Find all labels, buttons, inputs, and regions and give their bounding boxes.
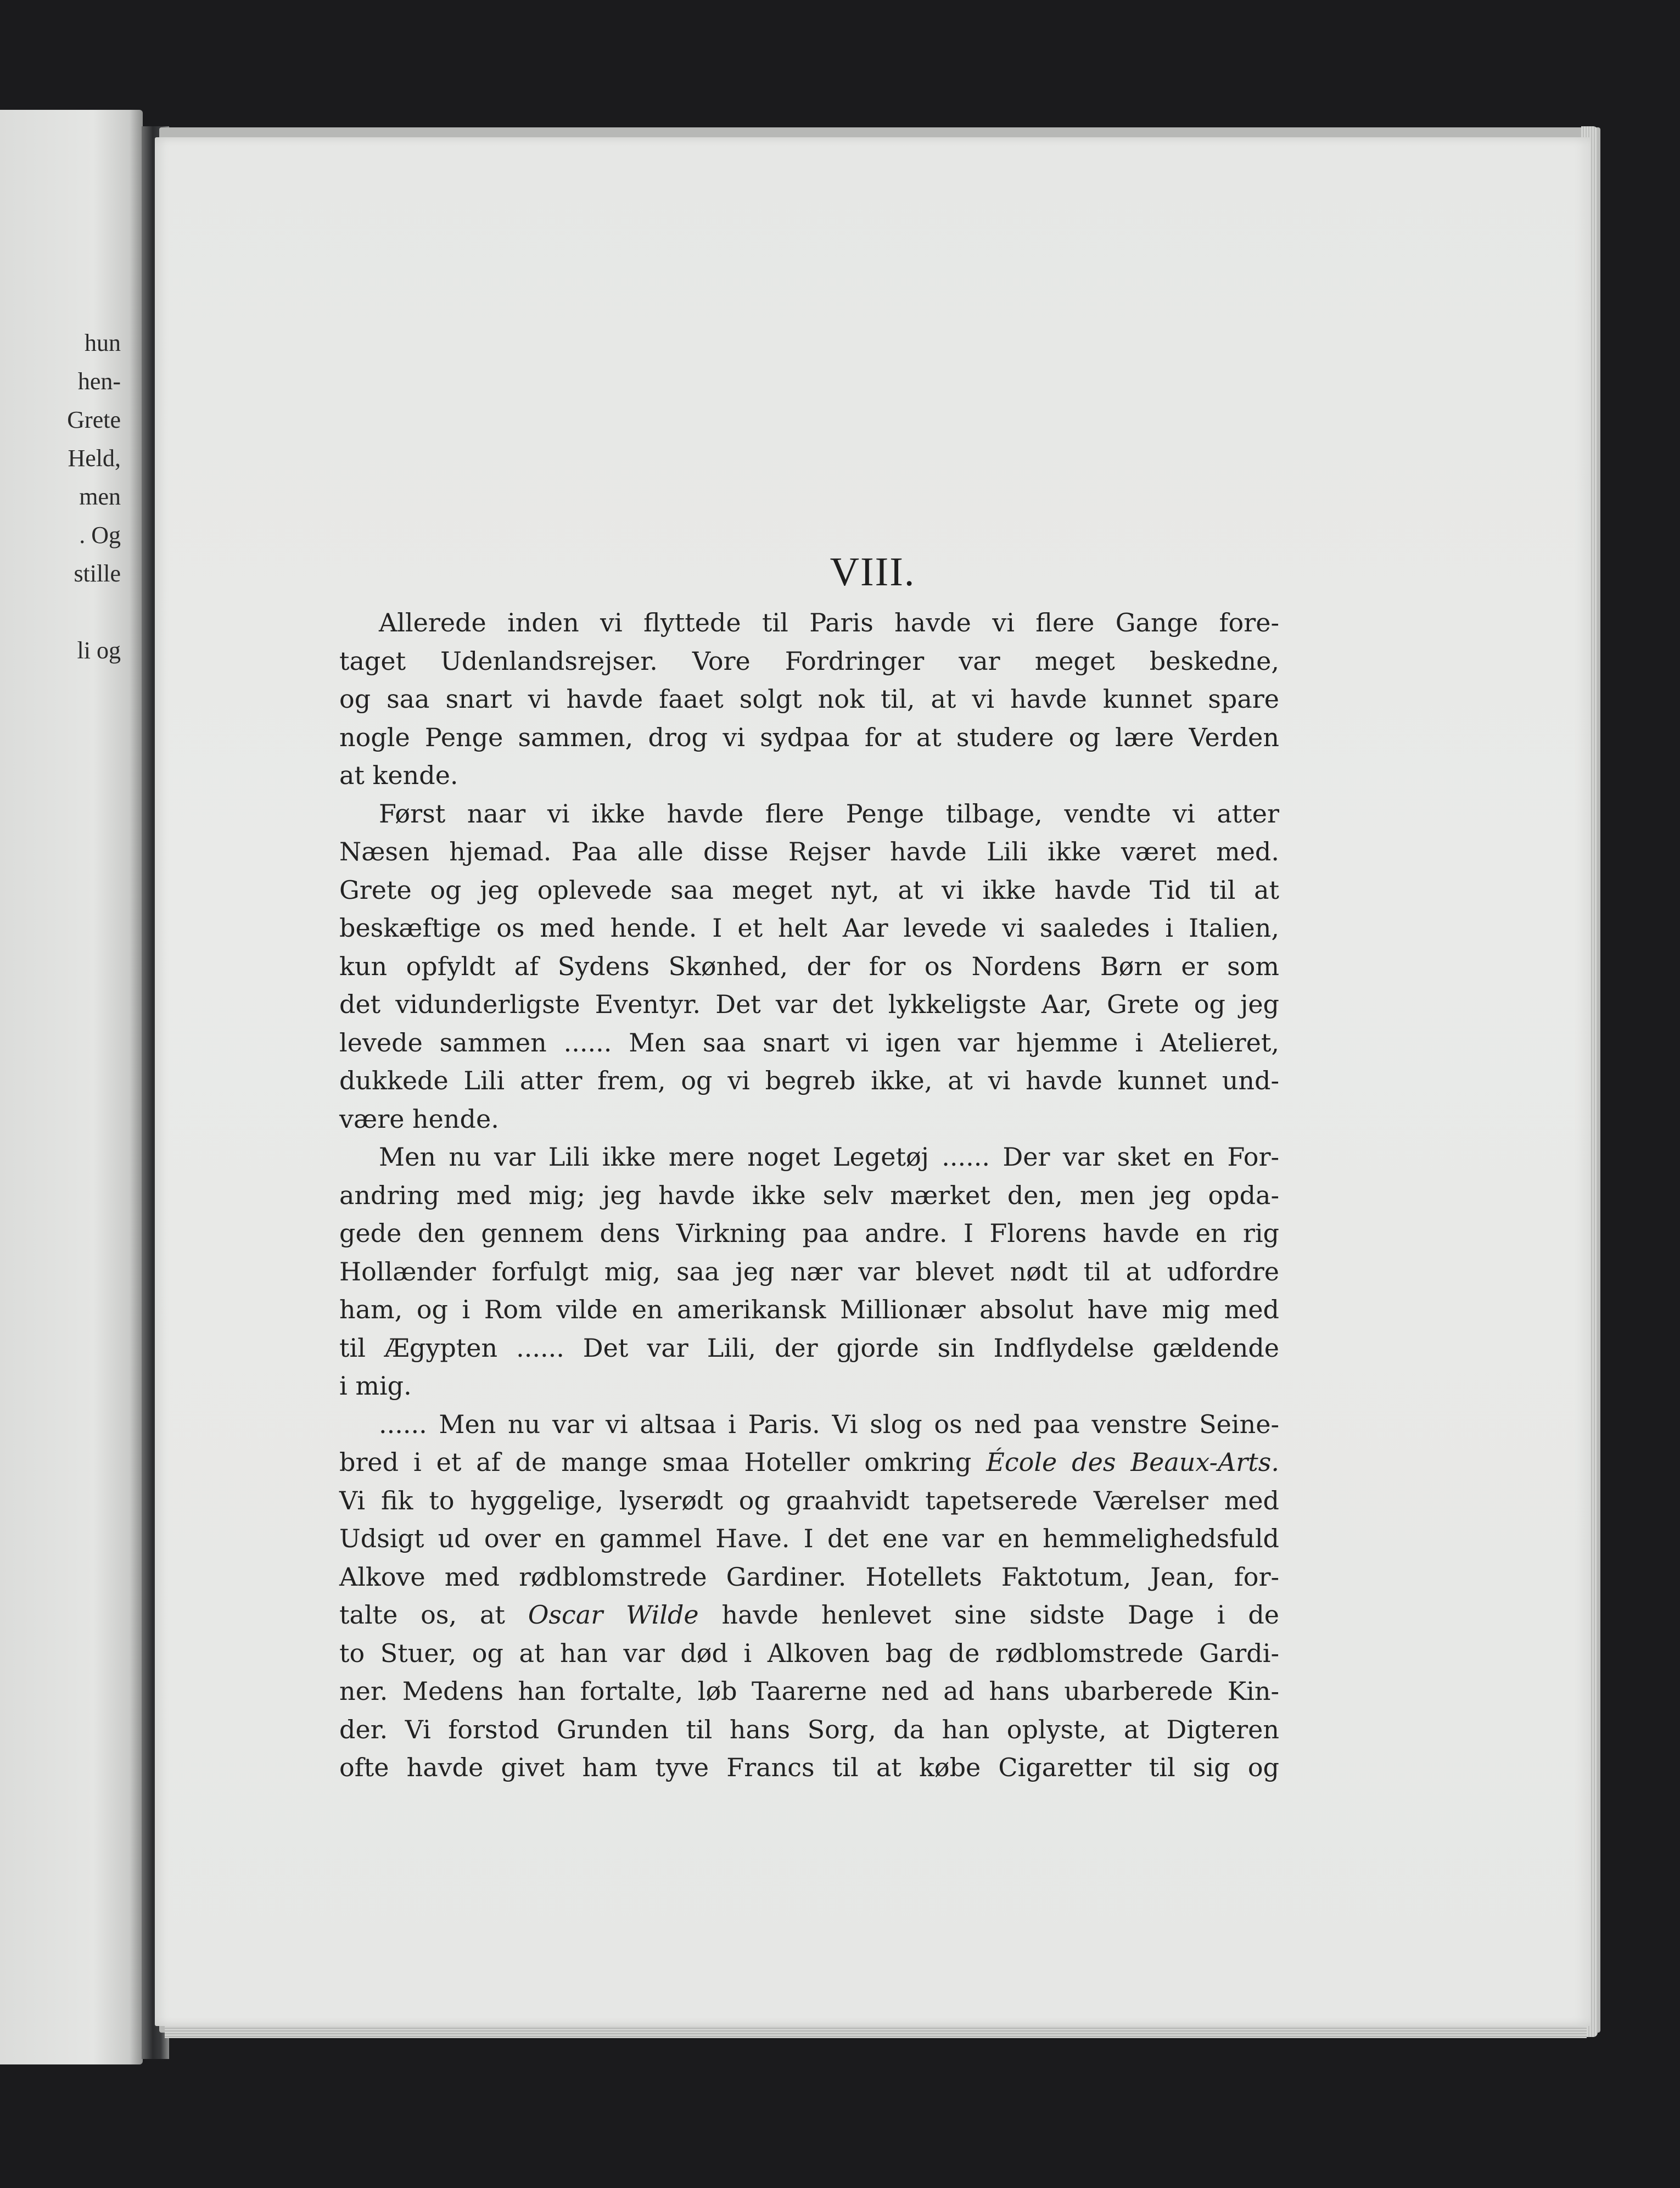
text-line: Hollænder forfulgt mig, saa jeg nær var blevet nødt til at udfordre bbox=[339, 1256, 1279, 1286]
text-line: det vidunderligste Eventyr. Det var det lykkeligste Aar, Grete og jeg bbox=[339, 989, 1279, 1019]
italic-author-name: Oscar Wilde bbox=[528, 1600, 699, 1630]
line-fragment: hen- bbox=[77, 368, 121, 395]
text-line bbox=[339, 1596, 1279, 1635]
text-line: Men nu var Lili ikke mere noget Legetøj ...... Der var sket en For- bbox=[379, 1142, 1279, 1172]
text-line bbox=[339, 1443, 1279, 1482]
text-line: ner. Medens han fortalte, løb Taarerne ned ad hans ubarberede Kin- bbox=[339, 1676, 1279, 1706]
text-line: nogle Penge sammen, drog vi sydpaa for at studere og lære Verden bbox=[339, 722, 1279, 752]
text-line: Vi fik to hyggelige, lyserødt og graahvidt tapetserede Værelser med bbox=[339, 1485, 1279, 1515]
text-segment: talte os, at bbox=[339, 1600, 505, 1630]
text-segment: havde henlevet sine sidste Dage i de bbox=[721, 1600, 1280, 1630]
text-line: taget Udenlandsrejser. Vore Fordringer var meget beskedne, bbox=[339, 646, 1279, 676]
text-line: Alkove med rødblomstrede Gardiner. Hotellets Faktotum, Jean, for- bbox=[339, 1562, 1279, 1592]
text-line: ...... Men nu var vi altsaa i Paris. Vi slog os ned paa venstre Seine- bbox=[379, 1409, 1279, 1439]
body-text bbox=[339, 604, 1279, 1787]
line-fragment: . Og bbox=[79, 522, 121, 549]
text-line: Grete og jeg oplevede saa meget nyt, at vi ikke havde Tid til at bbox=[339, 875, 1279, 905]
text-line: i mig. bbox=[339, 1371, 412, 1401]
text-line: til Ægypten ...... Det var Lili, der gjorde sin Indflydelse gældende bbox=[339, 1333, 1279, 1363]
text-line: to Stuer, og at han var død i Alkoven bag de rødblomstrede Gardi- bbox=[339, 1638, 1279, 1668]
text-line: være hende. bbox=[339, 1104, 499, 1134]
text-line: Udsigt ud over en gammel Have. I det ene var en hemmelighedsfuld bbox=[339, 1524, 1279, 1553]
text-line: beskæftige os med hende. I et helt Aar levede vi saaledes i Italien, bbox=[339, 913, 1279, 943]
text-line: der. Vi forstod Grunden til hans Sorg, da han oplyste, at Digteren bbox=[339, 1714, 1279, 1744]
line-fragment: men bbox=[79, 483, 121, 510]
text-line: Først naar vi ikke havde flere Penge tilbage, vendte vi atter bbox=[379, 798, 1279, 829]
text-line: at kende. bbox=[339, 760, 458, 790]
text-line: ham, og i Rom vilde en amerikansk Millionær absolut have mig med bbox=[339, 1295, 1279, 1324]
text-line: andring med mig; jeg havde ikke selv mærket den, men jeg opda- bbox=[339, 1180, 1279, 1210]
text-segment: bred i et af de mange smaa Hoteller omkring bbox=[339, 1447, 972, 1477]
italic-school-name: École des Beaux-Arts. bbox=[986, 1447, 1280, 1477]
line-fragment: hun bbox=[85, 329, 121, 356]
page-stack-bottom-edge bbox=[165, 2026, 1587, 2038]
previous-page bbox=[0, 110, 143, 2064]
text-line: og saa snart vi havde faaet solgt nok til, at vi havde kunnet spare bbox=[339, 684, 1279, 714]
text-line: kun opfyldt af Sydens Skønhed, der for os Nordens Børn er som bbox=[339, 951, 1279, 981]
chapter-heading: VIII. bbox=[830, 550, 916, 595]
line-fragment: Grete bbox=[67, 406, 121, 433]
text-line: Næsen hjemad. Paa alle disse Rejser havde Lili ikke været med. bbox=[339, 837, 1279, 866]
line-fragment: Held, bbox=[68, 445, 121, 472]
line-fragment: stille bbox=[74, 560, 121, 587]
text-line: Allerede inden vi flyttede til Paris havde vi flere Gange fore- bbox=[379, 608, 1279, 637]
text-line: dukkede Lili atter frem, og vi begreb ikke, at vi havde kunnet und- bbox=[339, 1066, 1279, 1095]
text-line: gede den gennem dens Virkning paa andre. I Florens havde en rig bbox=[339, 1218, 1279, 1248]
line-fragment: li og bbox=[77, 637, 121, 664]
previous-page-text bbox=[67, 324, 121, 670]
text-line: ofte havde givet ham tyve Francs til at købe Cigaretter til sig og bbox=[339, 1753, 1279, 1782]
text-line: levede sammen ...... Men saa snart vi igen var hjemme i Atelieret, bbox=[339, 1027, 1279, 1057]
